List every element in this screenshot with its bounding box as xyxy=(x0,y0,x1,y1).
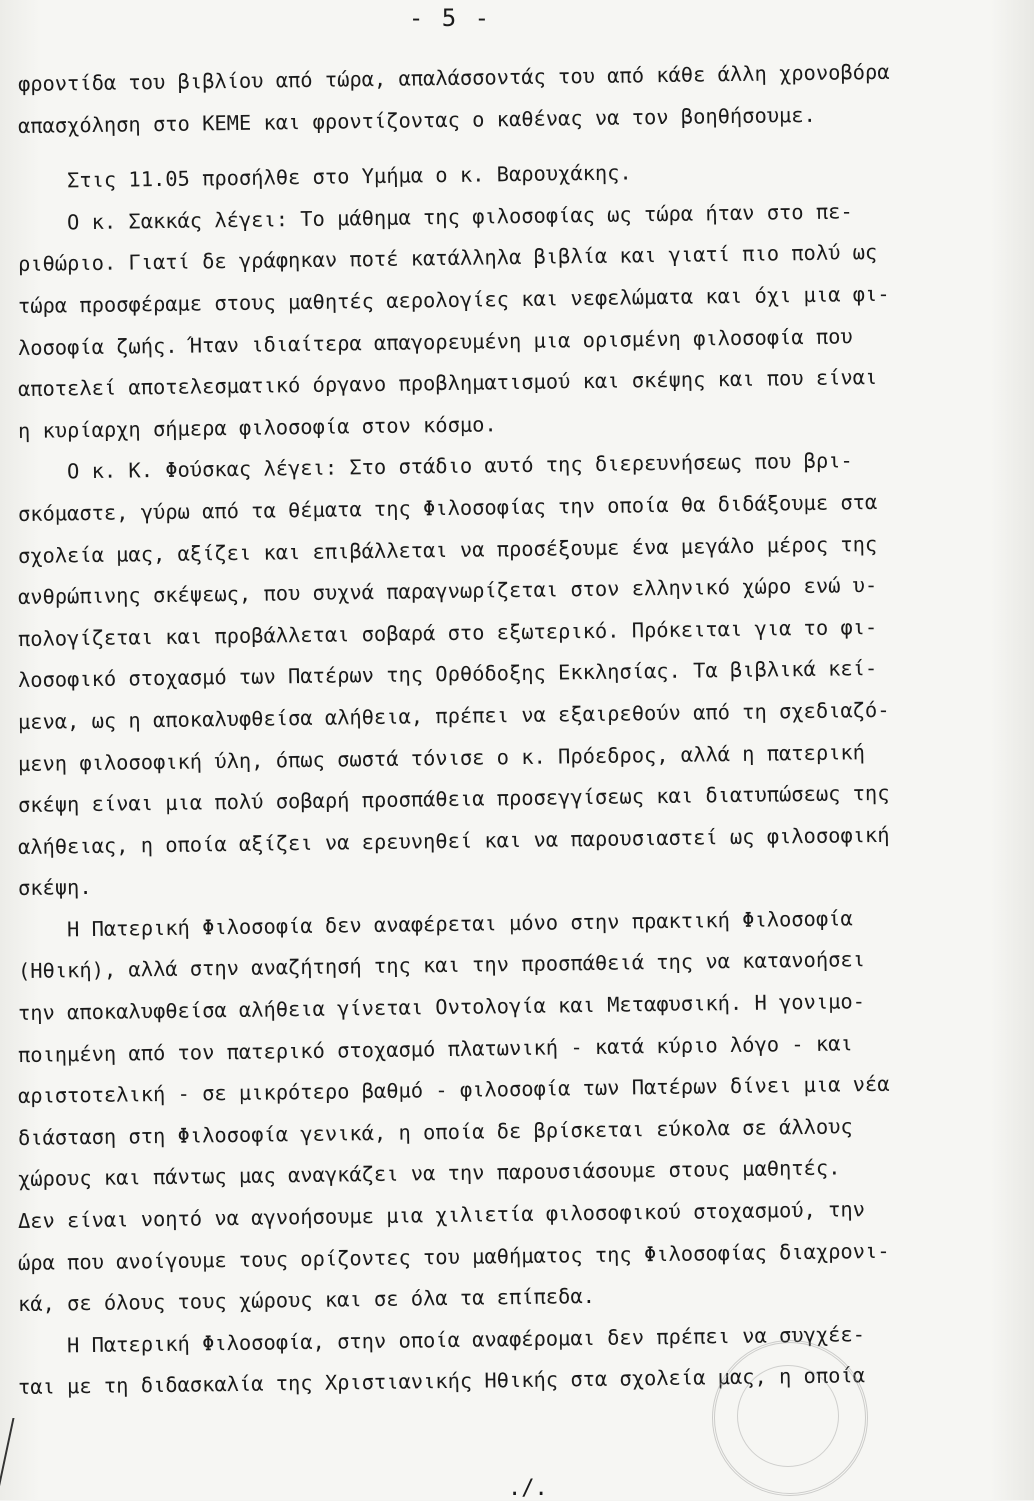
text-line: ριθώριο. Γιατί δε γράφηκαν ποτέ κατάλληλα βιβλία και γιατί πιο πολύ ως xyxy=(17,240,878,277)
text-line: μενα, ως η αποκαλυφθείσα αλήθεια, πρέπει να εξαιρεθούν από τη σχεδιαζό- xyxy=(17,697,890,734)
text-line: Ο κ. Κ. Φούσκας λέγει: Στο στάδιο αυτό της διερευνήσεως που βρι- xyxy=(17,448,853,485)
body-text xyxy=(17,59,1018,1409)
text-line: ώρα που ανοίγουμε τους ορίζοντες του μαθήματος της Φιλοσοφίας διαχρονι- xyxy=(17,1238,890,1275)
text-line: ανθρώπινης σκέψεως, που συχνά παραγνωρίζεται στον ελληνικό χώρο ενώ υ- xyxy=(17,573,878,610)
official-stamp xyxy=(712,1340,868,1496)
text-line: (Ηθική), αλλά στην αναζήτησή της και την προσπάθειά της να κατανοήσει xyxy=(17,947,866,984)
text-line: Η Πατερική Φιλοσοφία δεν αναφέρεται μόνο στην πρακτική Φιλοσοφία xyxy=(17,906,853,942)
text-line: διάσταση στη Φιλοσοφία γενικά, η οποία δε βρίσκεται εύκολα σε άλλους xyxy=(17,1114,853,1150)
text-line: κά, σε όλους τους χώρους και σε όλα τα επίπεδα. xyxy=(17,1284,596,1317)
text-line: σκέψη είναι μια πολύ σοβαρή προσπάθεια προσεγγίσεως και διατυπώσεως της xyxy=(17,780,890,818)
text-line: τώρα προσφέραμε στους μαθητές αερολογίες και νεφελώματα και όχι μια φι- xyxy=(17,281,890,318)
text-line: η κυρίαρχη σήμερα φιλοσοφία στον κόσμο. xyxy=(17,412,497,443)
text-line: σκέψη. xyxy=(17,875,92,901)
text-line: φροντίδα του βιβλίου από τώρα, απαλάσσοντάς του από κάθε άλλη χρονοβόρα xyxy=(17,59,890,96)
text-line: αριστοτελική - σε μικρότερο βαθμό - φιλοσοφία των Πατέρων δίνει μια νέα xyxy=(17,1072,890,1109)
text-line: λοσοφία ζωής. Ήταν ιδιαίτερα απαγορευμένη μια ορισμένη φιλοσοφία που xyxy=(17,323,853,360)
text-line: λοσοφικό στοχασμό των Πατέρων της Ορθόδοξης Εκκλησίας. Τα βιβλικά κεί- xyxy=(17,656,878,693)
text-line: σκόμαστε, γύρω από τα θέματα της Φιλοσοφίας την οποία θα διδάξουμε στα xyxy=(17,489,878,526)
text-line: χώρους και πάντως μας αναγκάζει να την παρουσιάσουμε στους μαθητές. xyxy=(17,1155,841,1192)
text-line: μενη φιλοσοφική ύλη, όπως σωστά τόνισε ο κ. Πρόεδρος, αλλά η πατερική xyxy=(17,739,866,776)
text-line: απασχόληση στο ΚΕΜΕ και φροντίζοντας ο καθένας να τον βοηθήσουμε. xyxy=(17,102,817,138)
text-line: Ο κ. Σακκάς λέγει: Το μάθημα της φιλοσοφίας ως τώρα ήταν στο πε- xyxy=(17,199,853,235)
text-line: Στις 11.05 προσήλθε στο Υμήμα ο κ. Βαρουχάκης. xyxy=(17,160,632,194)
continuation-mark: ./. xyxy=(508,1476,548,1501)
text-line: την αποκαλυφθείσα αλήθεια γίνεται Οντολογία και Μεταφυσική. Η γονιμο- xyxy=(17,989,866,1026)
text-line: Η Πατερική Φιλοσοφία, στην οποία αναφέρομαι δεν πρέπει να συγχέε- xyxy=(17,1321,866,1358)
page-number: - 5 - xyxy=(408,4,492,32)
text-line: σχολεία μας, αξίζει και επιβάλλεται να προσέξουμε ένα μεγάλο μέρος της xyxy=(17,531,878,568)
text-line: αλήθειας, η οποία αξίζει να ερευνηθεί και να παρουσιαστεί ως φιλοσοφική xyxy=(17,822,890,859)
margin-mark xyxy=(0,1418,33,1498)
text-line: αποτελεί αποτελεσματικό όργανο προβληματισμού και σκέψης και που είναι xyxy=(17,365,878,402)
text-line: ται με τη διδασκαλία της Χριστιανικής Ηθικής στα σχολεία μας, η οποία xyxy=(17,1363,866,1400)
text-line: Δεν είναι νοητό να αγνοήσουμε μια χιλιετία φιλοσοφικού στοχασμού, την xyxy=(17,1197,866,1234)
text-line: ποιημένη από τον πατερικό στοχασμό πλατωνική - κατά κύριο λόγο - και xyxy=(17,1031,853,1067)
text-line: πολογίζεται και προβάλλεται σοβαρά στο εξωτερικό. Πρόκειται για το φι- xyxy=(17,614,878,651)
